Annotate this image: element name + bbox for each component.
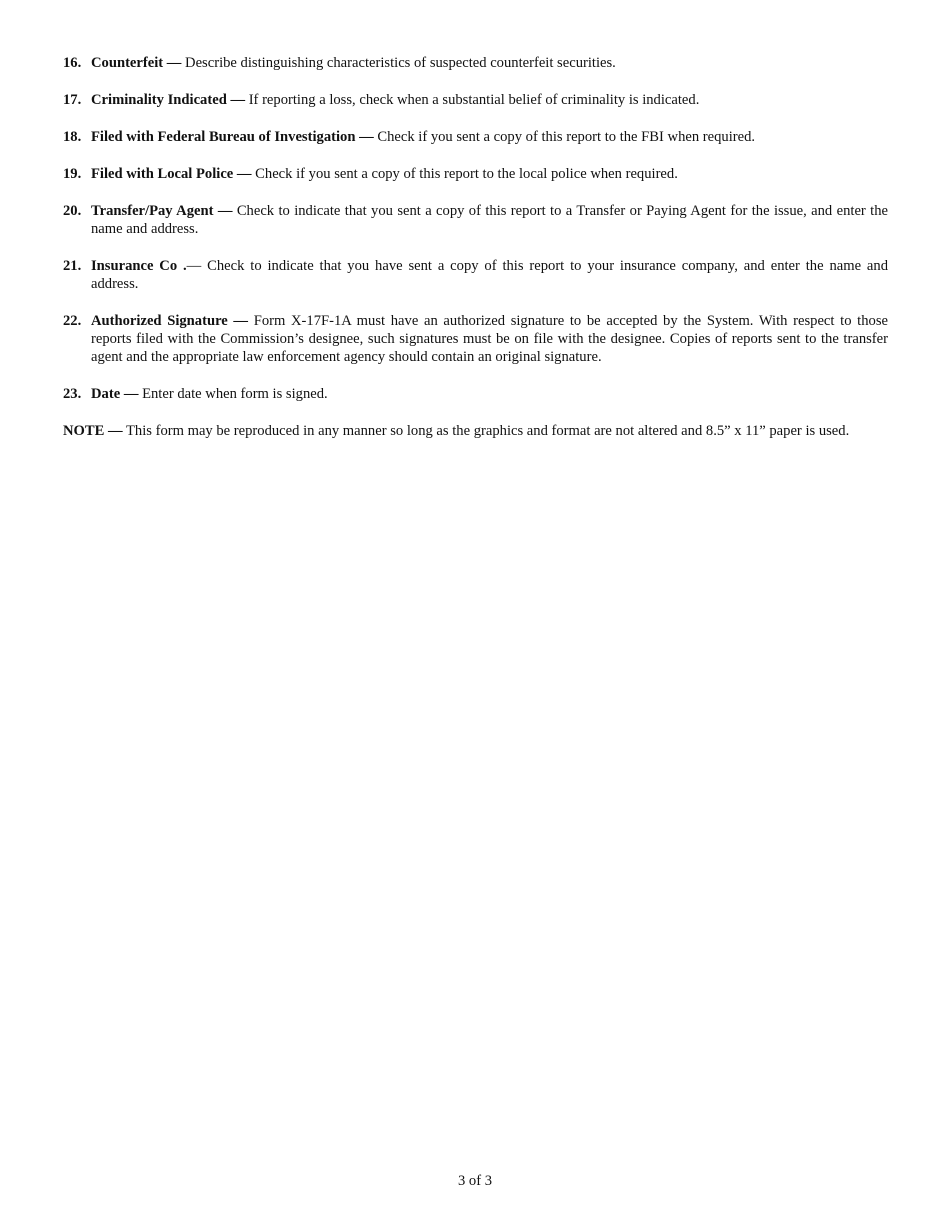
item-label: Counterfeit — bbox=[91, 55, 182, 71]
instruction-item-17 bbox=[63, 91, 888, 109]
item-number: 18. bbox=[63, 129, 82, 145]
item-text: Check if you sent a copy of this report to the local police when required. bbox=[251, 166, 678, 182]
note-paragraph bbox=[63, 422, 888, 440]
item-number: 19. bbox=[63, 166, 82, 182]
instruction-item-22 bbox=[63, 312, 888, 366]
item-number: 20. bbox=[63, 203, 82, 219]
instruction-item-20 bbox=[63, 202, 888, 238]
item-number: 23. bbox=[63, 386, 82, 402]
item-number: 17. bbox=[63, 92, 82, 108]
instruction-item-19 bbox=[63, 165, 888, 183]
instruction-item-21 bbox=[63, 257, 888, 293]
item-text: Describe distinguishing characteristics of suspected counterfeit securities. bbox=[181, 55, 616, 71]
item-label: Filed with Local Police — bbox=[91, 166, 252, 182]
item-text: Form X-17F-1A must have an authorized signature to be accepted by the System. With respect to those reports filed with the Commission’s designee, such signatures must be on file with the designee. Copies of reports sent to the transfer agent and the appropriate law enforcement agency should contain an original signature. bbox=[91, 313, 888, 365]
note-label: NOTE — bbox=[63, 423, 123, 439]
item-number: 22. bbox=[63, 313, 82, 329]
item-text: — Check to indicate that you have sent a copy of this report to your insurance company, and enter the name and address. bbox=[91, 258, 888, 292]
instruction-item-18 bbox=[63, 128, 888, 146]
item-label: Filed with Federal Bureau of Investigation — bbox=[91, 129, 374, 145]
item-text: Check if you sent a copy of this report to the FBI when required. bbox=[373, 129, 756, 145]
item-text: Enter date when form is signed. bbox=[138, 386, 328, 402]
instructions-page bbox=[63, 54, 888, 440]
item-label: Date — bbox=[91, 386, 139, 402]
item-number: 16. bbox=[63, 55, 82, 71]
item-text: If reporting a loss, check when a substantial belief of criminality is indicated. bbox=[245, 92, 700, 108]
item-label: Insurance Co . bbox=[91, 258, 187, 274]
note-text: This form may be reproduced in any manner so long as the graphics and format are not altered and 8.5” x 11” paper is used. bbox=[122, 423, 850, 439]
instruction-item-23 bbox=[63, 385, 888, 403]
item-label: Criminality Indicated — bbox=[91, 92, 246, 108]
item-number: 21. bbox=[63, 258, 82, 274]
item-label: Transfer/Pay Agent — bbox=[91, 203, 233, 219]
page-number: 3 of 3 bbox=[457, 1173, 493, 1189]
item-label: Authorized Signature — bbox=[91, 313, 249, 329]
instruction-item-16 bbox=[63, 54, 888, 72]
item-text: Check to indicate that you sent a copy of this report to a Transfer or Paying Agent for the issue, and enter the name and address. bbox=[91, 203, 888, 237]
